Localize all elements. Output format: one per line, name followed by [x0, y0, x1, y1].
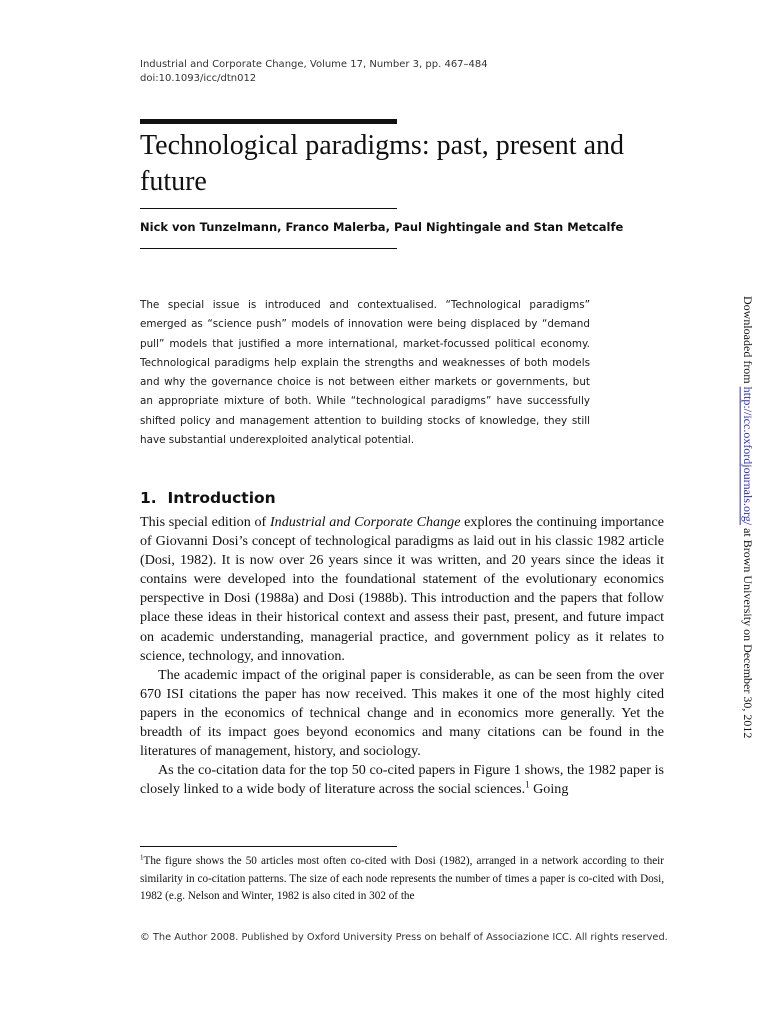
section-number: 1. — [140, 489, 157, 507]
abstract: The special issue is introduced and contextualised. “Technological paradigms” emerged as “science push” models of innovation were being displaced by “demand pull” models that justified a more international, market-focussed political economy. Technological paradigms help explain the strengths and weaknesses of both models and why the governance choice is not between either markets or governments, but an appropriate mixture of both. While “technological paradigms” have successfully shifted policy and management attention to building stocks of knowledge, they still have substantial underexploited analytical potential. — [140, 299, 590, 447]
footnote-ref[interactable]: 1 — [525, 779, 530, 790]
paragraph — [140, 761, 664, 799]
footnote-text: The figure shows the 50 articles most often co-cited with Dosi (1982), arranged in a network according to their similarity in co-citation patterns. The size of each node represents the number of times a paper is co-cited with Dosi, 1982 (e.g. Nelson and Winter, 1982 is also cited in 302 of the — [140, 855, 664, 902]
download-notice — [740, 296, 755, 738]
section-title: Introduction — [167, 489, 276, 507]
paragraph — [140, 513, 664, 666]
authors-rule — [140, 248, 397, 249]
body-text — [140, 513, 664, 799]
copyright: © The Author 2008. Published by Oxford University Press on behalf of Associazione ICC. All rights reserved. — [140, 932, 668, 943]
footnote-rule — [140, 846, 397, 847]
download-notice-suffix: at Brown University on December 30, 2012 — [741, 525, 755, 739]
doi: doi:10.1093/icc/dtn012 — [140, 73, 257, 84]
journal-link[interactable]: http://icc.oxfordjournals.org/ — [741, 386, 755, 526]
text-span: As the co-citation data for the top 50 co-cited papers in Figure 1 shows, the 1982 paper is closely linked to a wide body of literature across the social sciences. — [140, 762, 664, 798]
text-span: explores the continuing importance of Giovanni Dosi’s concept of technological paradigms as laid out in his classic 1982 article (Dosi, 1982). It is now over 26 years since it was written, and 20 years since the ideas it contains were developed into the foundational statement of the evolutionary economics perspective in Dosi (1988a) and Dosi (1988b). This introduction and the papers that follow place these ideas in their historical context and assess their past, present, and future impact on academic understanding, managerial practice, and government policy as it relates to science, technology, and innovation. — [140, 514, 664, 664]
journal-name-italic: Industrial and Corporate Change — [269, 514, 461, 530]
footnote — [140, 853, 664, 906]
article-title: Technological paradigms: past, present and future — [140, 130, 624, 197]
journal-info: Industrial and Corporate Change, Volume 17, Number 3, pp. 467–484 — [140, 59, 488, 70]
author-list: Nick von Tunzelmann, Franco Malerba, Paul Nightingale and Stan Metcalfe — [140, 220, 624, 234]
text-span: This special edition of — [140, 514, 270, 530]
download-notice-prefix: Downloaded from — [741, 296, 755, 387]
title-rule-top — [140, 119, 397, 124]
footnote-marker: 1 — [140, 853, 144, 862]
text-span: Going — [529, 781, 569, 798]
section-heading — [140, 489, 276, 507]
paragraph: The academic impact of the original paper is considerable, as can be seen from the over 670 ISI citations the paper has now received. This makes it one of the most highly cited papers in the economics of technical change and in economics more generally. Yet the breadth of its impact goes beyond economics and many citations can be found in the literatures of management, history, and sociology. — [140, 666, 664, 760]
title-rule-bottom — [140, 208, 397, 209]
